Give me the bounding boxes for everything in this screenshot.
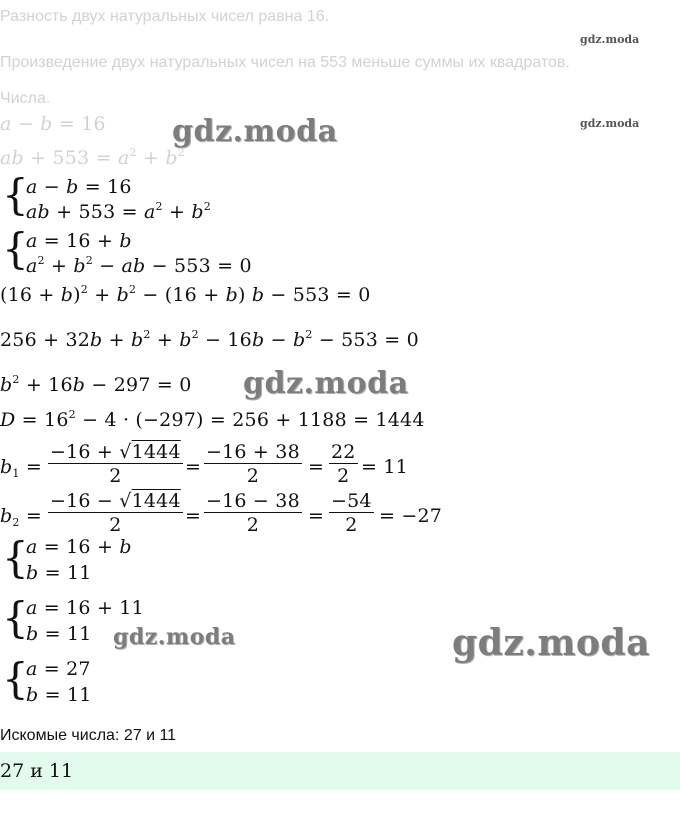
b2-eq-2: = [308, 505, 325, 527]
system1-line-1: a − b = 16 [26, 176, 132, 198]
watermark-large-3: gdz.moda [113, 624, 236, 650]
problem-line-1: Разность двух натуральных чисел равна 16. [0, 8, 330, 25]
answer-box [0, 752, 680, 790]
b2-fraction-2: $\frac{-16 - 38}{2}$ [206, 490, 300, 536]
watermark-small-mid: gdz.moda [580, 117, 640, 130]
b1-fraction-1: $\frac{-16 + √1444}{2}$ [50, 441, 181, 487]
brace-system-5: { [2, 654, 29, 703]
brace-system-2: { [2, 224, 29, 273]
b1-label: $b_1$ = [0, 456, 42, 480]
eq-difference: a − b = 16 [0, 113, 106, 135]
problem-line-2: Произведение двух натуральных чисел на 553 меньше суммы их квадратов. [0, 54, 570, 71]
b1-fraction-2: $\frac{-16 + 38}{2}$ [206, 441, 300, 487]
system1-line-2: ab + $553 = a^2 + b^2$ [26, 200, 211, 223]
system2-line-1: a = 16 + b [26, 230, 132, 252]
system3-line-2: b = 11 [26, 562, 92, 584]
eq-substitution: $(16 + b)^2 + b^2 - (16 + b)$ b − 553 = 0 [0, 283, 371, 306]
eq-discriminant: $D = 16^2 - 4 \cdot (-297) = 256 + 1188 = 1444$ [0, 408, 425, 431]
problem-line-3: Числа. [0, 90, 51, 107]
system3-line-1: a = 16 + b [26, 536, 132, 558]
system4-line-1: a = 16 + 11 [26, 597, 144, 619]
system4-line-2: b = 11 [26, 623, 92, 645]
system2-line-2: $a^2 + b^2$ − ab − 553 = 0 [26, 254, 252, 277]
b2-label: $b_2$ = [0, 505, 42, 529]
eq-quadratic: $b^2 + 16b - 297 = 0$ [0, 373, 192, 396]
eq-product: ab + $553 = a^2 + b^2$ [0, 146, 185, 169]
answer-label: Искомые числа: 27 и 11 [0, 727, 177, 744]
b2-fraction-1: $\frac{-16 - √1444}{2}$ [50, 490, 181, 536]
watermark-large-2: gdz.moda [243, 366, 409, 401]
system5-line-2: b = 11 [26, 684, 92, 706]
watermark-small-top: gdz.moda [580, 33, 640, 46]
brace-system-3: { [2, 533, 29, 582]
b2-fraction-3: $\frac{-54}{2}$ [331, 490, 372, 536]
b2-eq-1: = [185, 505, 202, 527]
b1-fraction-3: $\frac{22}{2}$ [331, 441, 356, 487]
brace-system-1: { [2, 170, 29, 219]
system5-line-1: a = 27 [26, 658, 91, 680]
b1-result: = 11 [361, 456, 408, 478]
watermark-large-4: gdz.moda [452, 622, 650, 664]
b1-eq-2: = [308, 456, 325, 478]
b1-eq-1: = [185, 456, 202, 478]
b2-result: = −27 [379, 505, 443, 527]
brace-system-4: { [2, 593, 29, 642]
eq-expanded: $256 + 32b + b^2 + b^2 - 16b - b^2 - 553 = 0$ [0, 328, 419, 351]
watermark-large-1: gdz.moda [172, 114, 338, 149]
answer-box-text: 27 и 11 [0, 760, 74, 782]
